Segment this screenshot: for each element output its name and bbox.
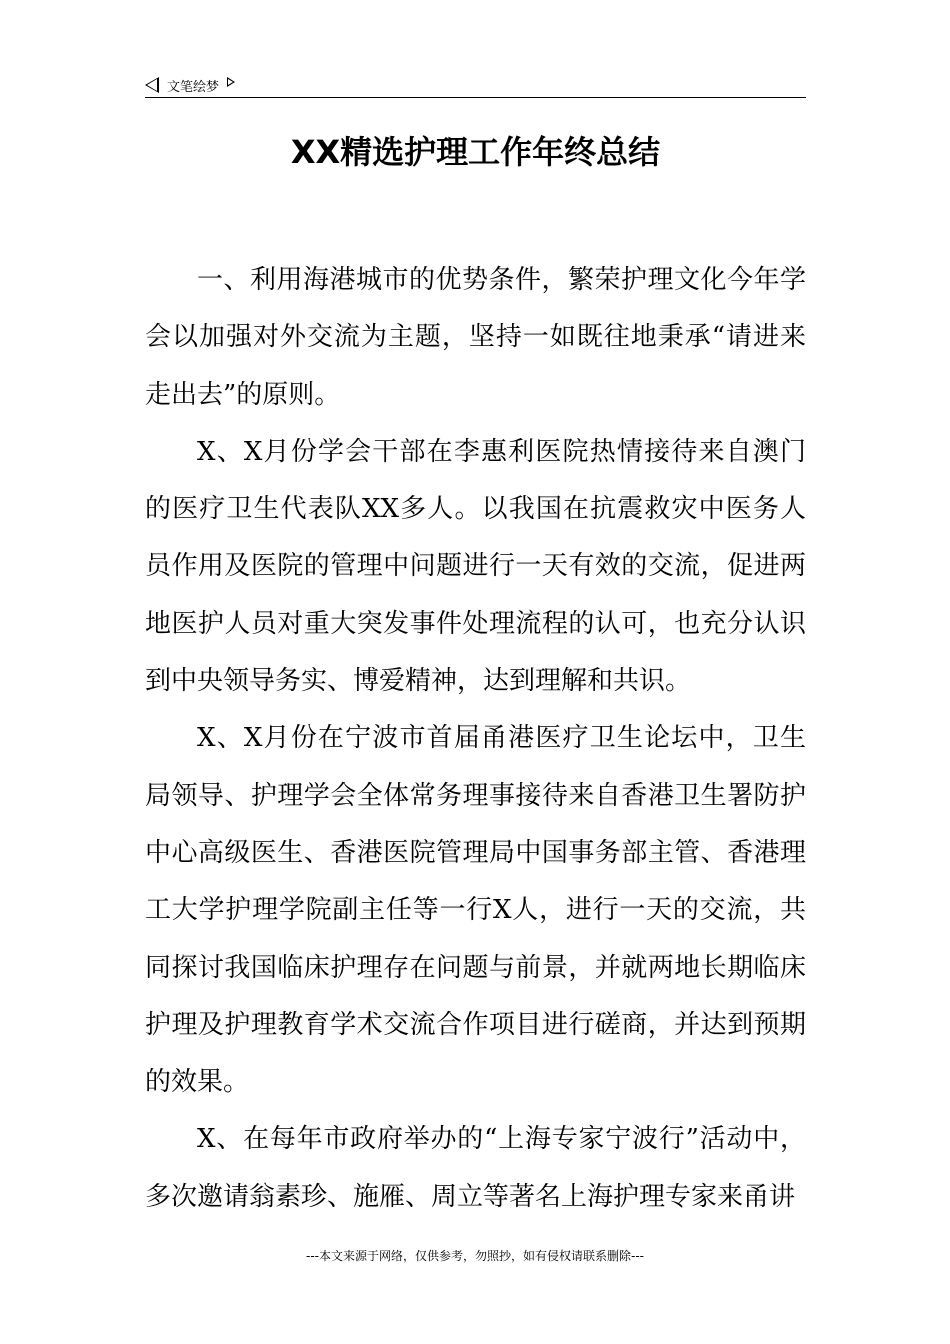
document-title: XX精选护理工作年终总结 <box>290 133 661 171</box>
footer-disclaimer: ---本文来源于网络，仅供参考，勿照抄，如有侵权请联系删除--- <box>306 1249 644 1263</box>
document-body <box>145 252 806 1226</box>
header-brand: 文笔绘梦 <box>167 79 220 95</box>
triangle-right-icon <box>227 77 235 87</box>
paragraph-3: X、X月份在宁波市首届甬港医疗卫生论坛中，卫生局领导、护理学会全体常务理事接待来自香港卫生署防护中心高级医生、香港医院管理局中国事务部主管、香港理工大学护理学院副主任等一行X人，进行一天的交流，共同探讨我国临床护理存在问题与前景，并就两地长期临床护理及护理教育学术交流合作项目进行磋商，并达到预期的效果。 <box>145 723 806 1098</box>
paragraph-2: X、X月份学会干部在李惠利医院热情接待来自澳门的医疗卫生代表队XX多人。以我国在抗震救灾中医务人员作用及医院的管理中问题进行一天有效的交流，促进两地医护人员对重大突发事件处理流程的认可，也充分认识到中央领导务实、博爱精神，达到理解和共识。 <box>145 436 806 697</box>
triangle-left-icon <box>145 77 159 93</box>
header-divider <box>145 97 806 98</box>
page-header <box>145 72 805 98</box>
paragraph-1: 一、利用海港城市的优势条件，繁荣护理文化今年学会以加强对外交流为主题，坚持一如既往地秉承“请进来走出去”的原则。 <box>145 265 806 410</box>
paragraph-4: X、在每年市政府举办的“上海专家宁波行”活动中，多次邀请翁素珍、施雁、周立等著名上海护理专家来甬讲 <box>145 1124 806 1212</box>
